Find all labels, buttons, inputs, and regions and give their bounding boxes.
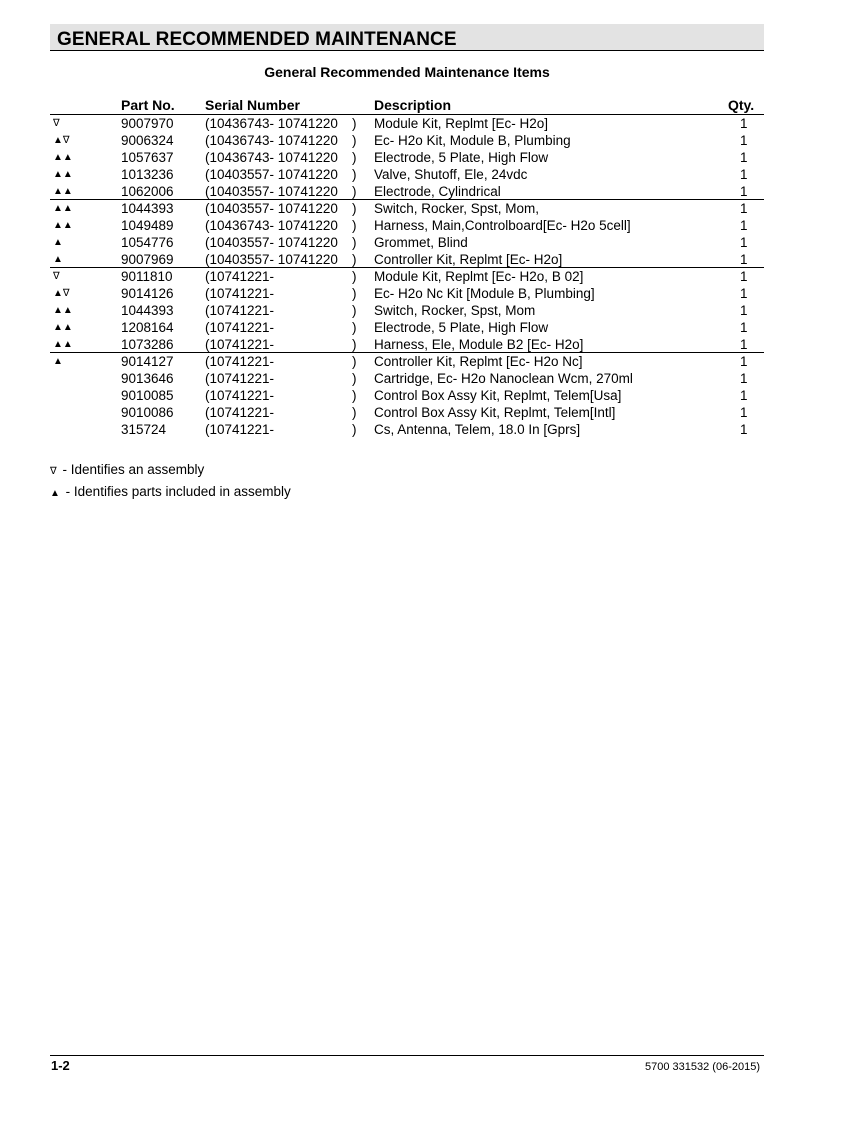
section-header <box>50 24 764 51</box>
serial-number: (10403557- 10741220 <box>205 235 338 250</box>
assembly-marker-icon: ▲▲ <box>53 186 73 197</box>
description: Ec- H2o Nc Kit [Module B, Plumbing] <box>374 286 595 301</box>
description: Switch, Rocker, Spst, Mom <box>374 303 536 318</box>
serial-number: (10741221- <box>205 286 275 301</box>
part-number: 1062006 <box>121 184 174 199</box>
table-row <box>50 200 764 217</box>
part-number: 1073286 <box>121 337 174 352</box>
quantity: 1 <box>740 388 748 403</box>
table-row <box>50 285 764 302</box>
part-number: 1044393 <box>121 201 174 216</box>
column-header-description: Description <box>374 97 452 113</box>
table-row <box>50 404 764 421</box>
serial-close-paren: ) <box>352 235 357 250</box>
part-number: 1054776 <box>121 235 174 250</box>
description: Controller Kit, Replmt [Ec- H2o Nc] <box>374 354 583 369</box>
quantity: 1 <box>740 167 748 182</box>
legend-parts <box>50 484 291 499</box>
assembly-symbol-icon: ∇ <box>50 466 57 477</box>
assembly-marker-icon: ▲▲ <box>53 152 73 163</box>
quantity: 1 <box>740 252 748 267</box>
description: Electrode, Cylindrical <box>374 184 501 199</box>
assembly-marker-icon: ▲∇ <box>53 135 70 146</box>
legend-assembly <box>50 462 204 477</box>
description: Harness, Ele, Module B2 [Ec- H2o] <box>374 337 584 352</box>
quantity: 1 <box>740 133 748 148</box>
part-number: 9006324 <box>121 133 174 148</box>
serial-close-paren: ) <box>352 269 357 284</box>
description: Controller Kit, Replmt [Ec- H2o] <box>374 252 563 267</box>
table-row <box>50 302 764 319</box>
part-symbol-icon: ▲ <box>50 488 60 499</box>
parts-table-body <box>50 115 764 438</box>
serial-number: (10741221- <box>205 422 275 437</box>
description: Electrode, 5 Plate, High Flow <box>374 150 549 165</box>
serial-number: (10436743- 10741220 <box>205 116 338 131</box>
description: Harness, Main,Controlboard[Ec- H2o 5cell] <box>374 218 631 233</box>
assembly-marker-icon: ∇ <box>53 271 60 282</box>
table-row <box>50 183 764 200</box>
quantity: 1 <box>740 320 748 335</box>
serial-number: (10403557- 10741220 <box>205 167 338 182</box>
legend-assembly-text: - Identifies an assembly <box>62 462 205 477</box>
serial-close-paren: ) <box>352 150 357 165</box>
assembly-marker-icon: ▲ <box>53 254 63 265</box>
assembly-marker-icon: ▲▲ <box>53 305 73 316</box>
description: Control Box Assy Kit, Replmt, Telem[Intl] <box>374 405 616 420</box>
serial-close-paren: ) <box>352 371 357 386</box>
description: Cs, Antenna, Telem, 18.0 In [Gprs] <box>374 422 581 437</box>
quantity: 1 <box>740 422 748 437</box>
serial-close-paren: ) <box>352 422 357 437</box>
column-header-serial-number: Serial Number <box>205 97 300 113</box>
serial-close-paren: ) <box>352 116 357 131</box>
serial-close-paren: ) <box>352 405 357 420</box>
serial-close-paren: ) <box>352 252 357 267</box>
quantity: 1 <box>740 405 748 420</box>
serial-close-paren: ) <box>352 320 357 335</box>
serial-close-paren: ) <box>352 184 357 199</box>
assembly-marker-icon: ▲ <box>53 356 63 367</box>
part-number: 1013236 <box>121 167 174 182</box>
serial-number: (10403557- 10741220 <box>205 201 338 216</box>
quantity: 1 <box>740 371 748 386</box>
serial-number: (10741221- <box>205 337 275 352</box>
table-row <box>50 387 764 404</box>
part-number: 9014127 <box>121 354 174 369</box>
table-row <box>50 132 764 149</box>
quantity: 1 <box>740 184 748 199</box>
quantity: 1 <box>740 303 748 318</box>
serial-number: (10741221- <box>205 371 275 386</box>
part-number: 9007969 <box>121 252 174 267</box>
table-row <box>50 353 764 370</box>
description: Valve, Shutoff, Ele, 24vdc <box>374 167 528 182</box>
part-number: 9011810 <box>121 269 173 284</box>
assembly-marker-icon: ∇ <box>53 118 60 129</box>
page-title: GENERAL RECOMMENDED MAINTENANCE <box>57 29 457 50</box>
part-number: 1049489 <box>121 218 174 233</box>
legend-parts-text: - Identifies parts included in assembly <box>65 484 291 499</box>
quantity: 1 <box>740 269 748 284</box>
serial-close-paren: ) <box>352 201 357 216</box>
document-number: 5700 331532 (06-2015) <box>645 1061 760 1073</box>
serial-close-paren: ) <box>352 303 357 318</box>
quantity: 1 <box>740 150 748 165</box>
serial-number: (10403557- 10741220 <box>205 184 338 199</box>
quantity: 1 <box>740 337 748 352</box>
part-number: 1057637 <box>121 150 174 165</box>
assembly-marker-icon: ▲▲ <box>53 220 73 231</box>
assembly-marker-icon: ▲▲ <box>53 169 73 180</box>
part-number: 9010085 <box>121 388 174 403</box>
table-row <box>50 336 764 353</box>
serial-close-paren: ) <box>352 133 357 148</box>
serial-number: (10436743- 10741220 <box>205 150 338 165</box>
assembly-marker-icon: ▲ <box>53 237 63 248</box>
column-header-qty: Qty. <box>728 97 755 113</box>
table-row <box>50 251 764 268</box>
serial-close-paren: ) <box>352 337 357 352</box>
table-row <box>50 217 764 234</box>
part-number: 315724 <box>121 422 167 437</box>
serial-number: (10741221- <box>205 320 275 335</box>
part-number: 9014126 <box>121 286 174 301</box>
table-title: General Recommended Maintenance Items <box>264 64 550 80</box>
description: Ec- H2o Kit, Module B, Plumbing <box>374 133 571 148</box>
assembly-marker-icon: ▲▲ <box>53 322 73 333</box>
description: Grommet, Blind <box>374 235 468 250</box>
quantity: 1 <box>740 201 748 216</box>
serial-number: (10741221- <box>205 269 275 284</box>
description: Control Box Assy Kit, Replmt, Telem[Usa] <box>374 388 622 403</box>
table-row <box>50 234 764 251</box>
serial-number: (10436743- 10741220 <box>205 133 338 148</box>
serial-close-paren: ) <box>352 286 357 301</box>
assembly-marker-icon: ▲▲ <box>53 203 73 214</box>
serial-number: (10436743- 10741220 <box>205 218 338 233</box>
description: Cartridge, Ec- H2o Nanoclean Wcm, 270ml <box>374 371 633 386</box>
serial-close-paren: ) <box>352 354 357 369</box>
serial-number: (10741221- <box>205 388 275 403</box>
serial-number: (10741221- <box>205 405 275 420</box>
table-row <box>50 421 764 438</box>
assembly-marker-icon: ▲∇ <box>53 288 70 299</box>
table-row <box>50 370 764 387</box>
description: Switch, Rocker, Spst, Mom, <box>374 201 540 216</box>
serial-number: (10741221- <box>205 303 275 318</box>
table-header <box>50 97 764 115</box>
serial-close-paren: ) <box>352 388 357 403</box>
quantity: 1 <box>740 235 748 250</box>
table-row <box>50 268 764 285</box>
serial-close-paren: ) <box>352 167 357 182</box>
table-row <box>50 319 764 336</box>
quantity: 1 <box>740 218 748 233</box>
table-row <box>50 149 764 166</box>
page-number: 1-2 <box>51 1058 70 1073</box>
footer-divider <box>50 1055 764 1056</box>
quantity: 1 <box>740 354 748 369</box>
table-row <box>50 166 764 183</box>
serial-close-paren: ) <box>352 218 357 233</box>
assembly-marker-icon: ▲▲ <box>53 339 73 350</box>
part-number: 9010086 <box>121 405 174 420</box>
part-number: 1208164 <box>121 320 174 335</box>
quantity: 1 <box>740 116 748 131</box>
serial-number: (10403557- 10741220 <box>205 252 338 267</box>
column-header-part-no: Part No. <box>121 97 175 113</box>
quantity: 1 <box>740 286 748 301</box>
part-number: 9007970 <box>121 116 174 131</box>
description: Module Kit, Replmt [Ec- H2o, B 02] <box>374 269 584 284</box>
part-number: 9013646 <box>121 371 174 386</box>
serial-number: (10741221- <box>205 354 275 369</box>
description: Electrode, 5 Plate, High Flow <box>374 320 549 335</box>
part-number: 1044393 <box>121 303 174 318</box>
description: Module Kit, Replmt [Ec- H2o] <box>374 116 549 131</box>
table-row <box>50 115 764 132</box>
